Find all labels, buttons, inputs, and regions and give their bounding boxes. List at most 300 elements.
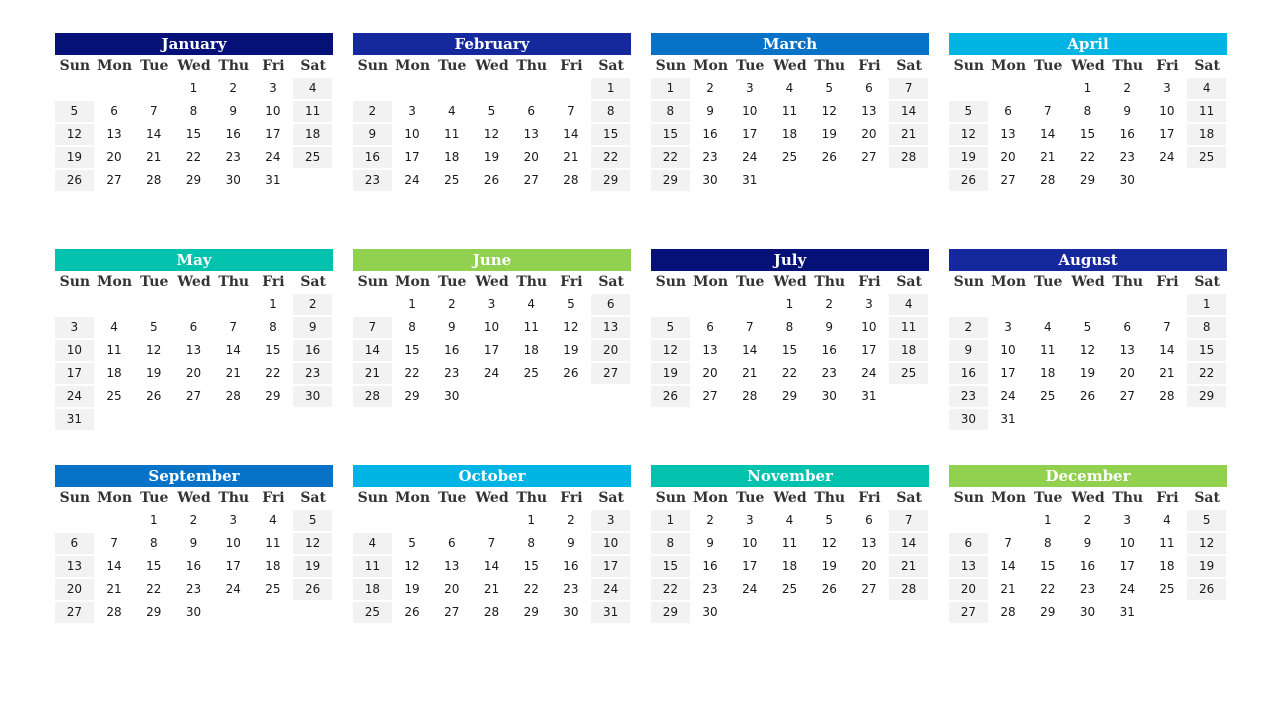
day-cell[interactable]: 11 <box>1040 343 1056 357</box>
day-cell[interactable]: 15 <box>781 343 798 357</box>
day-cell[interactable]: 24 <box>404 173 420 187</box>
weekend-day[interactable]: 24 <box>591 579 630 600</box>
day-cell[interactable]: 2 <box>189 513 198 527</box>
day-cell[interactable]: 4 <box>110 320 118 334</box>
day-cell[interactable]: 11 <box>781 104 798 118</box>
day-cell[interactable]: 2 <box>825 297 834 311</box>
day-cell[interactable]: 11 <box>1159 536 1175 550</box>
day-cell[interactable]: 30 <box>821 389 837 403</box>
weekend-day[interactable]: 13 <box>55 556 94 577</box>
day-cell[interactable]: 21 <box>146 150 162 164</box>
weekend-day[interactable]: 15 <box>1187 340 1226 361</box>
day-cell[interactable]: 20 <box>702 366 718 380</box>
weekend-day[interactable]: 19 <box>1187 556 1226 577</box>
weekend-day[interactable]: 13 <box>949 556 988 577</box>
day-cell[interactable]: 5 <box>1083 320 1092 334</box>
day-cell[interactable]: 10 <box>265 104 281 118</box>
day-cell[interactable]: 25 <box>106 389 122 403</box>
day-cell[interactable]: 3 <box>1163 81 1171 95</box>
weekend-day[interactable]: 27 <box>55 602 94 623</box>
weekend-day[interactable]: 3 <box>55 317 94 338</box>
day-cell[interactable]: 28 <box>106 605 122 619</box>
day-cell[interactable]: 4 <box>447 104 456 118</box>
day-cell[interactable]: 31 <box>1119 605 1135 619</box>
weekend-day[interactable]: 5 <box>651 317 690 338</box>
day-cell[interactable]: 29 <box>404 389 420 403</box>
weekend-day[interactable]: 21 <box>353 363 392 384</box>
day-cell[interactable]: 13 <box>185 343 202 357</box>
day-cell[interactable]: 5 <box>825 513 834 527</box>
day-cell[interactable]: 9 <box>1083 536 1092 550</box>
day-cell[interactable]: 6 <box>110 104 118 118</box>
weekend-day[interactable]: 8 <box>651 101 690 122</box>
day-cell[interactable]: 21 <box>106 582 122 596</box>
day-cell[interactable]: 13 <box>444 559 460 573</box>
weekend-day[interactable]: 24 <box>55 386 94 407</box>
day-cell[interactable]: 19 <box>821 127 837 141</box>
day-cell[interactable]: 14 <box>1159 343 1175 357</box>
day-cell[interactable]: 8 <box>785 320 794 334</box>
day-cell[interactable]: 12 <box>404 559 420 573</box>
weekend-day[interactable]: 19 <box>55 147 94 168</box>
weekend-day[interactable]: 20 <box>55 579 94 600</box>
day-cell[interactable]: 24 <box>861 366 877 380</box>
weekend-day[interactable]: 11 <box>353 556 392 577</box>
day-cell[interactable]: 16 <box>702 127 718 141</box>
weekend-day[interactable]: 23 <box>353 170 392 191</box>
day-cell[interactable]: 11 <box>265 536 281 550</box>
day-cell[interactable]: 4 <box>527 297 536 311</box>
day-cell[interactable]: 5 <box>567 297 575 311</box>
weekend-day[interactable]: 7 <box>889 78 928 99</box>
day-cell[interactable]: 9 <box>825 320 834 334</box>
day-cell[interactable]: 24 <box>1159 150 1175 164</box>
day-cell[interactable]: 7 <box>1043 104 1052 118</box>
day-cell[interactable]: 19 <box>483 150 500 164</box>
weekend-day[interactable]: 12 <box>949 124 988 145</box>
day-cell[interactable]: 16 <box>444 343 460 357</box>
day-cell[interactable]: 13 <box>702 343 718 357</box>
weekend-day[interactable]: 4 <box>1187 78 1226 99</box>
day-cell[interactable]: 9 <box>567 536 575 550</box>
day-cell[interactable]: 18 <box>1040 366 1056 380</box>
day-cell[interactable]: 18 <box>781 559 798 573</box>
day-cell[interactable]: 30 <box>702 605 718 619</box>
day-cell[interactable]: 8 <box>269 320 277 334</box>
day-cell[interactable]: 28 <box>1159 389 1175 403</box>
day-cell[interactable]: 7 <box>1163 320 1171 334</box>
day-cell[interactable]: 8 <box>1083 104 1092 118</box>
day-cell[interactable]: 16 <box>563 559 579 573</box>
weekend-day[interactable]: 18 <box>1187 124 1226 145</box>
day-cell[interactable]: 25 <box>1040 389 1056 403</box>
weekend-day[interactable]: 14 <box>889 101 928 122</box>
day-cell[interactable]: 10 <box>1159 104 1175 118</box>
weekend-day[interactable]: 29 <box>591 170 630 191</box>
day-cell[interactable]: 29 <box>185 173 202 187</box>
day-cell[interactable]: 24 <box>265 150 281 164</box>
weekend-day[interactable]: 29 <box>651 602 690 623</box>
day-cell[interactable]: 29 <box>1079 173 1096 187</box>
day-cell[interactable]: 9 <box>229 104 238 118</box>
weekend-day[interactable]: 9 <box>293 317 332 338</box>
day-cell[interactable]: 2 <box>229 81 238 95</box>
weekend-day[interactable]: 5 <box>949 101 988 122</box>
day-cell[interactable]: 1 <box>1083 81 1092 95</box>
day-cell[interactable]: 14 <box>146 127 162 141</box>
weekend-day[interactable]: 19 <box>651 363 690 384</box>
day-cell[interactable]: 25 <box>523 366 539 380</box>
weekend-day[interactable]: 19 <box>949 147 988 168</box>
day-cell[interactable]: 24 <box>742 582 758 596</box>
day-cell[interactable]: 4 <box>1163 513 1171 527</box>
day-cell[interactable]: 23 <box>185 582 202 596</box>
day-cell[interactable]: 24 <box>225 582 241 596</box>
day-cell[interactable]: 8 <box>149 536 158 550</box>
weekend-day[interactable]: 4 <box>293 78 332 99</box>
day-cell[interactable]: 6 <box>1123 320 1132 334</box>
weekend-day[interactable]: 25 <box>889 363 928 384</box>
day-cell[interactable]: 12 <box>563 320 579 334</box>
day-cell[interactable]: 12 <box>483 127 500 141</box>
weekend-day[interactable]: 20 <box>591 340 630 361</box>
weekend-day[interactable]: 5 <box>293 510 332 531</box>
day-cell[interactable]: 1 <box>527 513 536 527</box>
weekend-day[interactable]: 29 <box>1187 386 1226 407</box>
day-cell[interactable]: 22 <box>523 582 539 596</box>
weekend-day[interactable]: 16 <box>949 363 988 384</box>
day-cell[interactable]: 14 <box>225 343 241 357</box>
day-cell[interactable]: 2 <box>1083 513 1092 527</box>
day-cell[interactable]: 1 <box>189 81 198 95</box>
day-cell[interactable]: 7 <box>745 320 754 334</box>
weekend-day[interactable]: 28 <box>889 579 928 600</box>
day-cell[interactable]: 15 <box>404 343 420 357</box>
day-cell[interactable]: 28 <box>742 389 758 403</box>
day-cell[interactable]: 29 <box>265 389 281 403</box>
day-cell[interactable]: 13 <box>523 127 539 141</box>
weekend-day[interactable]: 29 <box>651 170 690 191</box>
day-cell[interactable]: 30 <box>225 173 241 187</box>
day-cell[interactable]: 8 <box>189 104 198 118</box>
day-cell[interactable]: 15 <box>185 127 202 141</box>
weekend-day[interactable]: 25 <box>1187 147 1226 168</box>
day-cell[interactable]: 28 <box>483 605 500 619</box>
day-cell[interactable]: 2 <box>1123 81 1132 95</box>
day-cell[interactable]: 10 <box>861 320 877 334</box>
weekend-day[interactable]: 12 <box>651 340 690 361</box>
day-cell[interactable]: 26 <box>483 173 500 187</box>
weekend-day[interactable]: 22 <box>591 147 630 168</box>
day-cell[interactable]: 4 <box>269 513 277 527</box>
day-cell[interactable]: 7 <box>229 320 238 334</box>
weekend-day[interactable]: 1 <box>651 510 690 531</box>
day-cell[interactable]: 9 <box>1123 104 1132 118</box>
day-cell[interactable]: 9 <box>189 536 198 550</box>
day-cell[interactable]: 17 <box>225 559 241 573</box>
day-cell[interactable]: 19 <box>563 343 579 357</box>
day-cell[interactable]: 11 <box>106 343 122 357</box>
day-cell[interactable]: 22 <box>404 366 420 380</box>
day-cell[interactable]: 14 <box>483 559 500 573</box>
weekend-day[interactable]: 26 <box>293 579 332 600</box>
day-cell[interactable]: 18 <box>106 366 122 380</box>
weekend-day[interactable]: 17 <box>55 363 94 384</box>
day-cell[interactable]: 22 <box>185 150 202 164</box>
day-cell[interactable]: 24 <box>1000 389 1016 403</box>
day-cell[interactable]: 28 <box>1040 173 1056 187</box>
day-cell[interactable]: 17 <box>404 150 420 164</box>
weekend-day[interactable]: 1 <box>591 78 630 99</box>
weekend-day[interactable]: 2 <box>949 317 988 338</box>
day-cell[interactable]: 14 <box>1000 559 1016 573</box>
day-cell[interactable]: 14 <box>742 343 758 357</box>
day-cell[interactable]: 24 <box>483 366 500 380</box>
day-cell[interactable]: 26 <box>1079 389 1096 403</box>
day-cell[interactable]: 23 <box>702 582 718 596</box>
day-cell[interactable]: 17 <box>742 127 758 141</box>
weekend-day[interactable]: 4 <box>889 294 928 315</box>
day-cell[interactable]: 30 <box>702 173 718 187</box>
day-cell[interactable]: 28 <box>146 173 162 187</box>
day-cell[interactable]: 5 <box>149 320 158 334</box>
day-cell[interactable]: 19 <box>821 559 837 573</box>
weekend-day[interactable]: 18 <box>353 579 392 600</box>
day-cell[interactable]: 23 <box>821 366 837 380</box>
day-cell[interactable]: 16 <box>185 559 202 573</box>
day-cell[interactable]: 26 <box>563 366 579 380</box>
day-cell[interactable]: 13 <box>106 127 122 141</box>
day-cell[interactable]: 22 <box>265 366 281 380</box>
day-cell[interactable]: 30 <box>185 605 202 619</box>
day-cell[interactable]: 8 <box>408 320 416 334</box>
day-cell[interactable]: 19 <box>146 366 162 380</box>
day-cell[interactable]: 14 <box>1040 127 1056 141</box>
weekend-day[interactable]: 7 <box>889 510 928 531</box>
day-cell[interactable]: 6 <box>865 81 873 95</box>
day-cell[interactable]: 29 <box>781 389 798 403</box>
day-cell[interactable]: 21 <box>742 366 758 380</box>
day-cell[interactable]: 6 <box>527 104 536 118</box>
day-cell[interactable]: 17 <box>1159 127 1175 141</box>
weekend-day[interactable]: 20 <box>949 579 988 600</box>
weekend-day[interactable]: 25 <box>353 602 392 623</box>
day-cell[interactable]: 3 <box>1123 513 1132 527</box>
day-cell[interactable]: 2 <box>447 297 456 311</box>
weekend-day[interactable]: 2 <box>353 101 392 122</box>
day-cell[interactable]: 12 <box>821 536 837 550</box>
weekend-day[interactable]: 14 <box>889 533 928 554</box>
weekend-day[interactable]: 6 <box>591 294 630 315</box>
day-cell[interactable]: 18 <box>444 150 460 164</box>
weekend-day[interactable]: 6 <box>949 533 988 554</box>
weekend-day[interactable]: 26 <box>1187 579 1226 600</box>
day-cell[interactable]: 29 <box>523 605 539 619</box>
day-cell[interactable]: 12 <box>1079 343 1096 357</box>
weekend-day[interactable]: 31 <box>591 602 630 623</box>
day-cell[interactable]: 27 <box>1119 389 1135 403</box>
day-cell[interactable]: 22 <box>781 366 798 380</box>
day-cell[interactable]: 10 <box>404 127 420 141</box>
weekend-day[interactable]: 28 <box>353 386 392 407</box>
weekend-day[interactable]: 23 <box>293 363 332 384</box>
day-cell[interactable]: 7 <box>1004 536 1012 550</box>
day-cell[interactable]: 26 <box>146 389 162 403</box>
weekend-day[interactable]: 28 <box>889 147 928 168</box>
weekend-day[interactable]: 2 <box>293 294 332 315</box>
day-cell[interactable]: 17 <box>1000 366 1016 380</box>
day-cell[interactable]: 17 <box>483 343 500 357</box>
weekend-day[interactable]: 23 <box>949 386 988 407</box>
day-cell[interactable]: 8 <box>1043 536 1052 550</box>
day-cell[interactable]: 31 <box>1000 412 1016 426</box>
weekend-day[interactable]: 16 <box>353 147 392 168</box>
day-cell[interactable]: 9 <box>706 536 714 550</box>
weekend-day[interactable]: 10 <box>591 533 630 554</box>
weekend-day[interactable]: 30 <box>293 386 332 407</box>
weekend-day[interactable]: 27 <box>949 602 988 623</box>
day-cell[interactable]: 15 <box>1040 559 1056 573</box>
weekend-day[interactable]: 1 <box>651 78 690 99</box>
weekend-day[interactable]: 27 <box>591 363 630 384</box>
day-cell[interactable]: 7 <box>149 104 158 118</box>
day-cell[interactable]: 15 <box>146 559 162 573</box>
day-cell[interactable]: 18 <box>523 343 539 357</box>
day-cell[interactable]: 1 <box>785 297 794 311</box>
weekend-day[interactable]: 12 <box>1187 533 1226 554</box>
day-cell[interactable]: 16 <box>702 559 718 573</box>
day-cell[interactable]: 20 <box>185 366 202 380</box>
day-cell[interactable]: 27 <box>1000 173 1016 187</box>
day-cell[interactable]: 25 <box>781 150 798 164</box>
day-cell[interactable]: 20 <box>1119 366 1135 380</box>
weekend-day[interactable]: 3 <box>591 510 630 531</box>
day-cell[interactable]: 10 <box>742 536 758 550</box>
weekend-day[interactable]: 17 <box>591 556 630 577</box>
day-cell[interactable]: 17 <box>861 343 877 357</box>
day-cell[interactable]: 31 <box>742 173 758 187</box>
day-cell[interactable]: 24 <box>742 150 758 164</box>
day-cell[interactable]: 25 <box>265 582 281 596</box>
day-cell[interactable]: 9 <box>447 320 456 334</box>
day-cell[interactable]: 5 <box>408 536 416 550</box>
day-cell[interactable]: 31 <box>861 389 877 403</box>
day-cell[interactable]: 1 <box>1043 513 1052 527</box>
day-cell[interactable]: 13 <box>1119 343 1135 357</box>
day-cell[interactable]: 23 <box>702 150 718 164</box>
day-cell[interactable]: 15 <box>1079 127 1096 141</box>
day-cell[interactable]: 7 <box>110 536 118 550</box>
weekend-day[interactable]: 12 <box>293 533 332 554</box>
day-cell[interactable]: 29 <box>146 605 162 619</box>
day-cell[interactable]: 10 <box>1000 343 1016 357</box>
day-cell[interactable]: 29 <box>1040 605 1056 619</box>
day-cell[interactable]: 27 <box>861 582 877 596</box>
day-cell[interactable]: 30 <box>1119 173 1135 187</box>
day-cell[interactable]: 17 <box>742 559 758 573</box>
day-cell[interactable]: 20 <box>444 582 460 596</box>
weekend-day[interactable]: 21 <box>889 124 928 145</box>
day-cell[interactable]: 15 <box>265 343 281 357</box>
weekend-day[interactable]: 19 <box>293 556 332 577</box>
weekend-day[interactable]: 15 <box>651 124 690 145</box>
weekend-day[interactable]: 26 <box>949 170 988 191</box>
weekend-day[interactable]: 18 <box>889 340 928 361</box>
day-cell[interactable]: 3 <box>1004 320 1012 334</box>
day-cell[interactable]: 24 <box>1119 582 1135 596</box>
weekend-day[interactable]: 11 <box>293 101 332 122</box>
day-cell[interactable]: 4 <box>785 513 794 527</box>
weekend-day[interactable]: 21 <box>889 556 928 577</box>
day-cell[interactable]: 4 <box>785 81 794 95</box>
weekend-day[interactable]: 10 <box>55 340 94 361</box>
weekend-day[interactable]: 7 <box>353 317 392 338</box>
day-cell[interactable]: 11 <box>781 536 798 550</box>
day-cell[interactable]: 26 <box>404 605 420 619</box>
day-cell[interactable]: 16 <box>1079 559 1096 573</box>
day-cell[interactable]: 21 <box>1159 366 1175 380</box>
day-cell[interactable]: 10 <box>483 320 500 334</box>
day-cell[interactable]: 13 <box>1000 127 1016 141</box>
day-cell[interactable]: 22 <box>146 582 162 596</box>
day-cell[interactable]: 2 <box>706 81 714 95</box>
weekend-day[interactable]: 14 <box>353 340 392 361</box>
day-cell[interactable]: 25 <box>1159 582 1175 596</box>
day-cell[interactable]: 25 <box>781 582 798 596</box>
day-cell[interactable]: 10 <box>1119 536 1135 550</box>
day-cell[interactable]: 21 <box>1040 150 1056 164</box>
day-cell[interactable]: 27 <box>106 173 122 187</box>
day-cell[interactable]: 17 <box>265 127 281 141</box>
weekend-day[interactable]: 15 <box>651 556 690 577</box>
day-cell[interactable]: 26 <box>821 150 837 164</box>
weekend-day[interactable]: 25 <box>293 147 332 168</box>
day-cell[interactable]: 21 <box>1000 582 1016 596</box>
weekend-day[interactable]: 31 <box>55 409 94 430</box>
weekend-day[interactable]: 8 <box>591 101 630 122</box>
day-cell[interactable]: 27 <box>702 389 718 403</box>
day-cell[interactable]: 5 <box>487 104 496 118</box>
day-cell[interactable]: 2 <box>706 513 714 527</box>
day-cell[interactable]: 21 <box>483 582 500 596</box>
day-cell[interactable]: 7 <box>487 536 496 550</box>
weekend-day[interactable]: 26 <box>55 170 94 191</box>
day-cell[interactable]: 3 <box>865 297 873 311</box>
day-cell[interactable]: 17 <box>1119 559 1135 573</box>
weekend-day[interactable]: 6 <box>55 533 94 554</box>
day-cell[interactable]: 20 <box>106 150 122 164</box>
weekend-day[interactable]: 9 <box>353 124 392 145</box>
day-cell[interactable]: 3 <box>269 81 277 95</box>
weekend-day[interactable]: 9 <box>949 340 988 361</box>
weekend-day[interactable]: 26 <box>651 386 690 407</box>
day-cell[interactable]: 5 <box>825 81 834 95</box>
day-cell[interactable]: 22 <box>1040 582 1056 596</box>
day-cell[interactable]: 4 <box>1043 320 1052 334</box>
day-cell[interactable]: 1 <box>149 513 158 527</box>
day-cell[interactable]: 19 <box>404 582 420 596</box>
day-cell[interactable]: 20 <box>523 150 539 164</box>
day-cell[interactable]: 16 <box>225 127 241 141</box>
day-cell[interactable]: 21 <box>225 366 241 380</box>
day-cell[interactable]: 27 <box>185 389 202 403</box>
weekend-day[interactable]: 11 <box>889 317 928 338</box>
day-cell[interactable]: 18 <box>1159 559 1175 573</box>
day-cell[interactable]: 21 <box>563 150 579 164</box>
day-cell[interactable]: 13 <box>861 536 877 550</box>
day-cell[interactable]: 11 <box>523 320 539 334</box>
day-cell[interactable]: 23 <box>225 150 241 164</box>
